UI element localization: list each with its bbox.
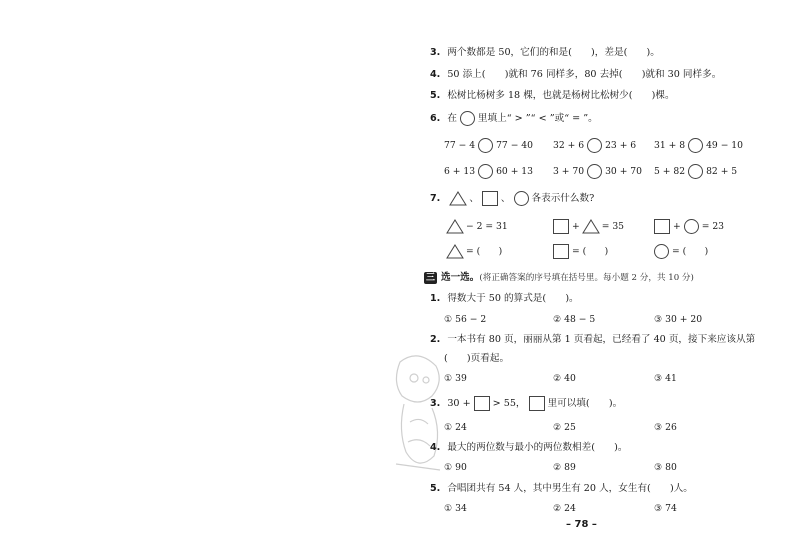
choice-question-4: 4. 最大的两位数与最小的两位数相差( )。 — [430, 442, 628, 453]
circle-blank-icon — [460, 111, 475, 126]
option[interactable]: ② 24 — [553, 503, 576, 514]
option[interactable]: ③ 74 — [654, 503, 677, 514]
choice-question-2: 2. 一本书有 80 页，丽丽从第 1 页看起，已经看了 40 页，接下来应该从第 — [430, 334, 756, 345]
question-6: 6. 在 里填上“ > ”“ < ”或“ = ”。 — [430, 111, 598, 126]
option[interactable]: ② 25 — [553, 422, 576, 433]
triangle-icon — [449, 191, 467, 206]
choice-question-1: 1. 得数大于 50 的算式是( )。 — [430, 293, 579, 304]
square-icon — [654, 219, 670, 234]
option[interactable]: ③ 26 — [654, 422, 677, 433]
equation-square-triangle: + = 35 — [550, 219, 624, 234]
option[interactable]: ③ 41 — [654, 373, 677, 384]
square-blank-icon — [529, 396, 545, 411]
triangle-icon — [446, 219, 464, 234]
section-note: (将正确答案的序号填在括号里。每小题 2 分，共 10 分) — [479, 273, 694, 283]
page-number: – 78 – — [566, 519, 597, 530]
equation-square-circle: + = 23 — [651, 219, 724, 234]
option[interactable]: ② 89 — [553, 462, 576, 473]
section-badge: 三 — [425, 273, 435, 283]
question-5: 5. 松树比杨树多 18 棵，也就是杨树比松树少( )棵。 — [430, 90, 675, 101]
option[interactable]: ① 24 — [444, 422, 467, 433]
question-4: 4. 50 添上( )就和 76 同样多，80 去掉( )就和 30 同样多。 — [430, 69, 722, 80]
section-header — [424, 271, 694, 285]
triangle-icon — [582, 219, 600, 234]
compare-item: 77 − 4 77 − 40 — [444, 138, 533, 153]
option[interactable]: ① 90 — [444, 462, 467, 473]
compare-item: 5 + 82 82 + 5 — [654, 164, 737, 179]
square-icon — [553, 219, 569, 234]
answer-square: = ( ) — [550, 244, 608, 259]
compare-item: 31 + 8 49 − 10 — [654, 138, 743, 153]
answer-circle: = ( ) — [651, 244, 708, 259]
question-7: 7. 、 、 各表示什么数? — [430, 191, 594, 206]
equation-triangle: − 2 = 31 — [444, 219, 508, 234]
option[interactable]: ③ 30 + 20 — [654, 314, 703, 325]
compare-item: 6 + 13 60 + 13 — [444, 164, 533, 179]
choice-question-3: 3. 30 + > 55， 里可以填( )。 — [430, 396, 622, 411]
answer-triangle: = ( ) — [444, 244, 502, 259]
compare-circle[interactable] — [688, 164, 703, 179]
decorative-watermark — [392, 352, 444, 482]
compare-circle[interactable] — [478, 138, 493, 153]
compare-circle[interactable] — [587, 138, 602, 153]
section-title: 选一选。 — [441, 272, 480, 283]
option[interactable]: ① 34 — [444, 503, 467, 514]
compare-circle[interactable] — [587, 164, 602, 179]
square-blank-icon — [474, 396, 490, 411]
question-3: 3. 两个数都是 50，它们的和是( )，差是( )。 — [430, 47, 660, 58]
choice-question-5: 5. 合唱团共有 54 人，其中男生有 20 人，女生有( )人。 — [430, 483, 693, 494]
triangle-icon — [446, 244, 464, 259]
compare-circle[interactable] — [478, 164, 493, 179]
circle-icon — [514, 191, 529, 206]
square-icon — [482, 191, 498, 206]
compare-item: 32 + 6 23 + 6 — [553, 138, 636, 153]
circle-icon — [654, 244, 669, 259]
choice-question-2-cont: ( )页看起。 — [444, 353, 510, 364]
circle-icon — [684, 219, 699, 234]
square-icon — [553, 244, 569, 259]
compare-circle[interactable] — [688, 138, 703, 153]
option[interactable]: ② 48 − 5 — [553, 314, 596, 325]
option[interactable]: ② 40 — [553, 373, 576, 384]
option[interactable]: ① 39 — [444, 373, 467, 384]
option[interactable]: ① 56 − 2 — [444, 314, 487, 325]
option[interactable]: ③ 80 — [654, 462, 677, 473]
compare-item: 3 + 70 30 + 70 — [553, 164, 642, 179]
